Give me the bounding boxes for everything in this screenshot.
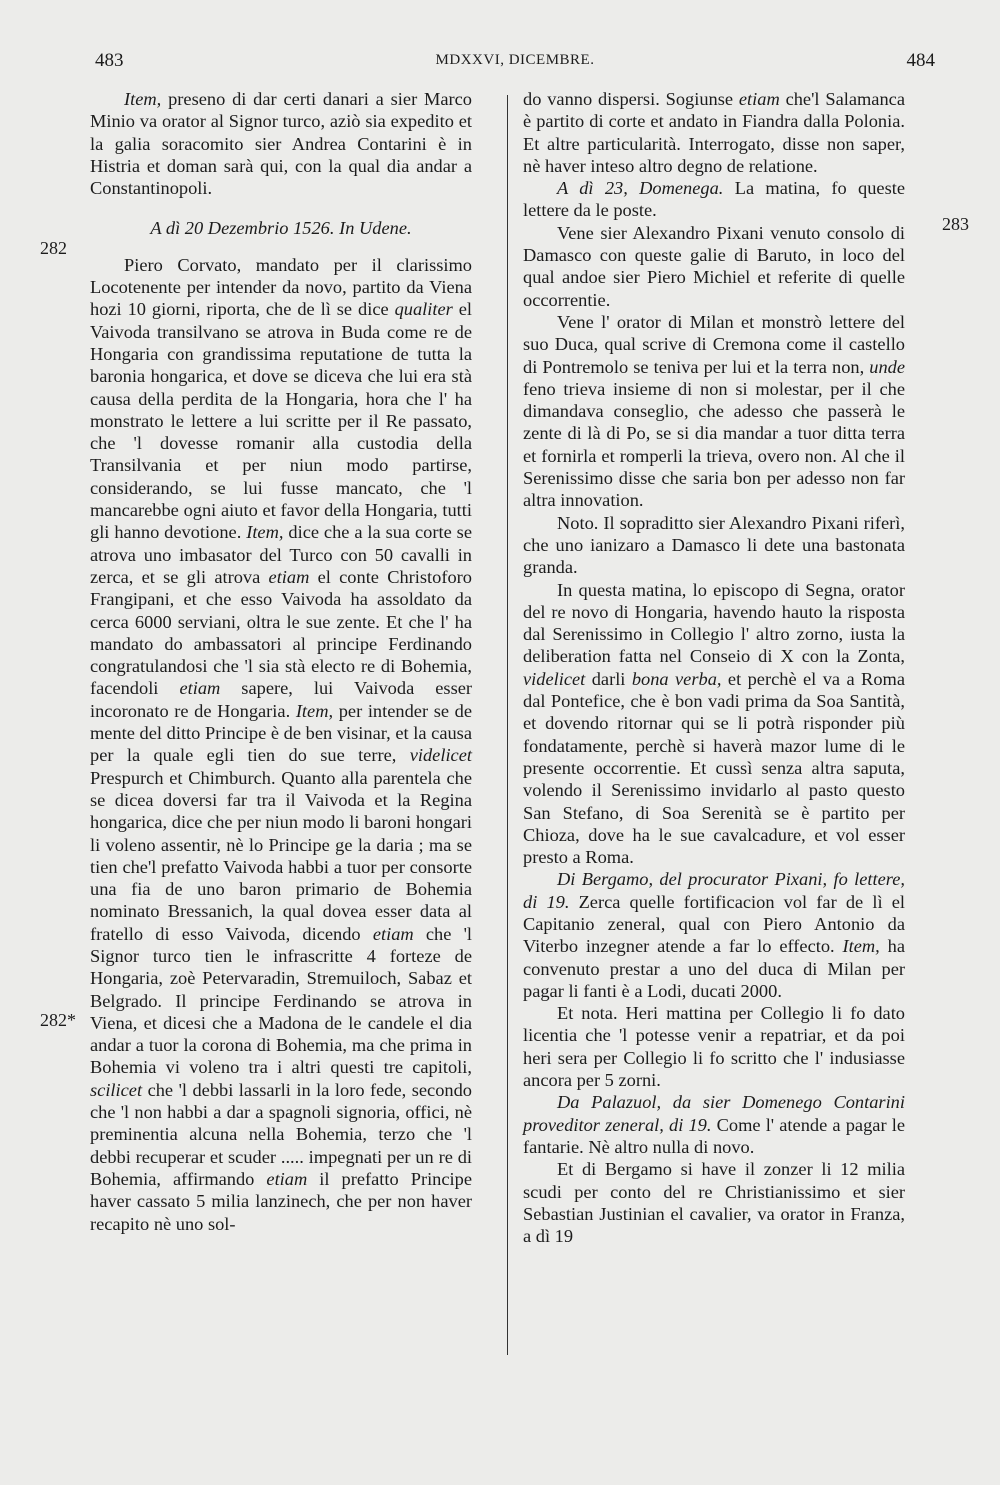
text-run: Come l' atende a pagar le fantarie. Nè altro nulla di novo. [523,1114,905,1157]
text-run: do vanno dispersi. Sogiunse [523,89,739,109]
paragraph [523,1091,905,1158]
italic-run: etiam [179,678,221,699]
italic-run: Item, [246,522,284,543]
italic-run: videlicet [523,668,586,689]
italic-run: unde [869,356,905,377]
italic-run: Da Palazuol, da sier Domenego Contarini proveditor zeneral, di 19. [523,1092,905,1135]
italic-run: etiam [268,566,310,587]
text-run: ha convenuto prestar a uno del duca di Milan per pagar li fanti è a Lodi, ducati 2000. [523,936,905,1001]
text-run: Noto. Il sopraditto sier Alexandro Pixani riferì, che uno ianizaro a Damasco li dete una bastonata granda. [523,512,905,578]
margin-number-283: 283 [942,214,969,234]
paragraph [523,222,905,311]
text-run: et perchè el va a Roma dal Pontefice, che è bon vadi prima da Soa Santità, et dovendo ritornar qui se li potrà risponder più fondatamente, perchè si haverà mazor lume di le presente occorrentie. Et cussì senza altra saputa, volendo il Serenissimo invidarlo al pasto questo San Stefano, di Soa Serenità se è partito per Chioza, dove ha le sue cavalcadure, et vol esser presto a Roma. [523,668,905,868]
paragraph [523,1002,905,1091]
margin-number-282-star: 282* [40,1010,76,1030]
text-run: darli [585,668,632,689]
page-number-right: 484 [906,50,935,71]
italic-run: etiam [372,923,414,944]
date-heading: A dì 20 Dezembrio 1526. In Udene. [150,218,412,239]
italic-run: Item, [842,936,880,957]
paragraph [523,512,905,579]
text-run: Prespurch et Chimburch. Quanto alla parentela che se dicea doversi far tra il Vaivoda et la Regina hongarica, dice che per niun modo li baroni hongari li voleno assentir, nè lo Principe ge la daria ; ma se tien che'l prefatto Vaivoda habbi a tuor per consorte una fia de uno baron primario de Bohemia nominato Bressanich, la qual dovea esser data al fratello di esso Vaivoda, dicendo [90,767,472,944]
paragraph [90,88,472,199]
text-run: il prefatto Principe haver cassato 5 milia lanzinech, che per non haver recapito nè uno sol- [90,1168,473,1234]
text-run: che 'l debbi lassarli in la loro fede, secondo che 'l non habbi a dar a spagnoli signoria, offici, nè preminentia alcuna nella Bohemia, terzo che 'l debbi recuperar et scuder ..... impegnati per un re di Bohemia, affirmando [90,1079,472,1189]
italic-run: Di Bergamo, del procurator Pixani, fo lettere, di 19. [523,869,905,912]
italic-run: bona verba, [631,668,722,689]
paragraph [90,254,472,1235]
text-run: Vene l' orator di Milan et monstrò lettere del suo Duca, qual scrive di Cremona come il castello di Pontremolo se teniva per lui et la terra non, [523,311,905,377]
text-run: Et di Bergamo si have il zonzer li 12 milia scudi per conto del re Christianissimo et sier Sebastian Justinian el cavalier, va orator in Franza, a dì 19 [523,1159,905,1247]
text-run: La matina, fo queste lettere da le poste. [523,178,905,221]
italic-run: A dì 23, Domenega. [557,178,724,199]
text-run: Piero Corvato, mandato per il clarissimo Locotenente per intender da novo, partito da Viena hozi 10 giorni, riporta, che de lì se dice [90,254,472,320]
text-run: el Vaivoda transilvano se atrova in Buda come re de Hongaria con grandissima reputatione de tutta la baronia hongarica, et dove se diceva che lui era stà causa della perdita de la Hongaria, hora che l' ha monstrato le lettere a lui scritte per il Re passato, che 'l dovesse romanir alla custodia della Transilvania et per niun modo partirse, considerando, se lui fusse mancato, che 'l mancarebbe ogni aiuto et favor della Hongaria, tutti gli hanno devotione. [90,299,473,543]
text-run: Et nota. Heri mattina per Collegio li fo dato licentia che 'l potesse venir a repatriar, et da poi heri sera per Collegio li fo scritto che l' indusiasse ancora per 5 zorni. [523,1003,905,1091]
paragraph [523,1158,905,1247]
text-run: per intender se de mente del ditto Principe è de ben visinar, et la causa per la quale egli tien do sue terre, [90,700,472,766]
italic-run: scilicet [90,1079,143,1100]
column-divider [507,95,508,1355]
paragraph [523,88,905,177]
italic-run: videlicet [409,745,472,766]
left-column [90,88,472,1235]
running-title: MDXXVI, DICEMBRE. [435,52,595,68]
paragraph [523,868,905,1002]
text-run: feno trieva insieme di non si molestar, per il che dimandava conseglio, che adesso che passerà le zente di là di Po, se si dia mandar a tuor ditta terra et fornirla et romperli la trieva, overo non. Al che il Serenissimo disse che saria bon per adesso non far altra innovation. [523,378,905,511]
italic-run: etiam [266,1168,308,1189]
page-number-left: 483 [95,50,124,71]
text-run: Vene sier Alexandro Pixani venuto consolo di Damasco con queste galie di Baruto, in loco del qual andoe sier Piero Michiel et referite di quelle occorrentie. [523,222,905,310]
text-run: Zerca quelle fortificacion vol far de lì el Capitanio zeneral, qual con Piero Antonio da Viterbo inzegner atende a far lo effecto. [523,891,905,957]
text-run: che 'l Signor turco tien le infrascritte 4 forteze de Hongaria, zoè Petervaradin, Stremuiloch, Sabaz et Belgrado. Il principe Ferdinando se atrova in Viena, et dicesi che a Madona de le candele el dia andar a tuor la corona di Bohemia, ma che prima in Bohemia vi voleno tra i altri questi tre capitoli, [90,923,473,1078]
text-run: sapere, lui Vaivoda esser incoronato re de Hongaria. [90,678,473,721]
italic-run: Item, [124,89,162,109]
text-run: dice che a la sua corte se atrova uno imbasator del Turco con 50 cavalli in zerca, et se gli atrova [90,522,472,587]
paragraph [523,177,905,222]
italic-run: etiam [738,89,780,109]
text-run: che'l Salamanca è partito di corte et andato in Fiandra dalla Polonia. Et altre particularità. Interrogato, disse non saper, nè haver inteso altro degno de relatione. [523,89,905,176]
running-header [95,50,935,80]
right-column [523,88,905,1247]
paragraph [523,311,905,512]
text-run: el conte Christoforo Frangipani, et che esso Vaivoda ha assoldato da cerca 6000 serviani, oltra le sue zente. Et che l' ha mandato do ambassatori al principe Ferdinando congratulandosi che 'l sia stà electo re di Bohemia, facendoli [90,566,472,699]
paragraph [523,579,905,869]
text-run: preseno di dar certi danari a sier Marco Minio va orator al Signor turco, aziò sia expedito et la galia soracomito sier Andrea Contarini è in Histria et doman sarà qui, con la qual dia andar a Constantinopoli. [90,89,472,199]
italic-run: qualiter [394,299,453,320]
italic-run: Item, [295,700,334,721]
text-run: In questa matina, lo episcopo di Segna, orator del re novo di Hongaria, havendo hauto la risposta dal Serenissimo in Collegio l' altro zorno, iusta la deliberation fatta nel Conseio di X con la Zonta, [523,579,905,667]
margin-number-282: 282 [40,238,67,258]
